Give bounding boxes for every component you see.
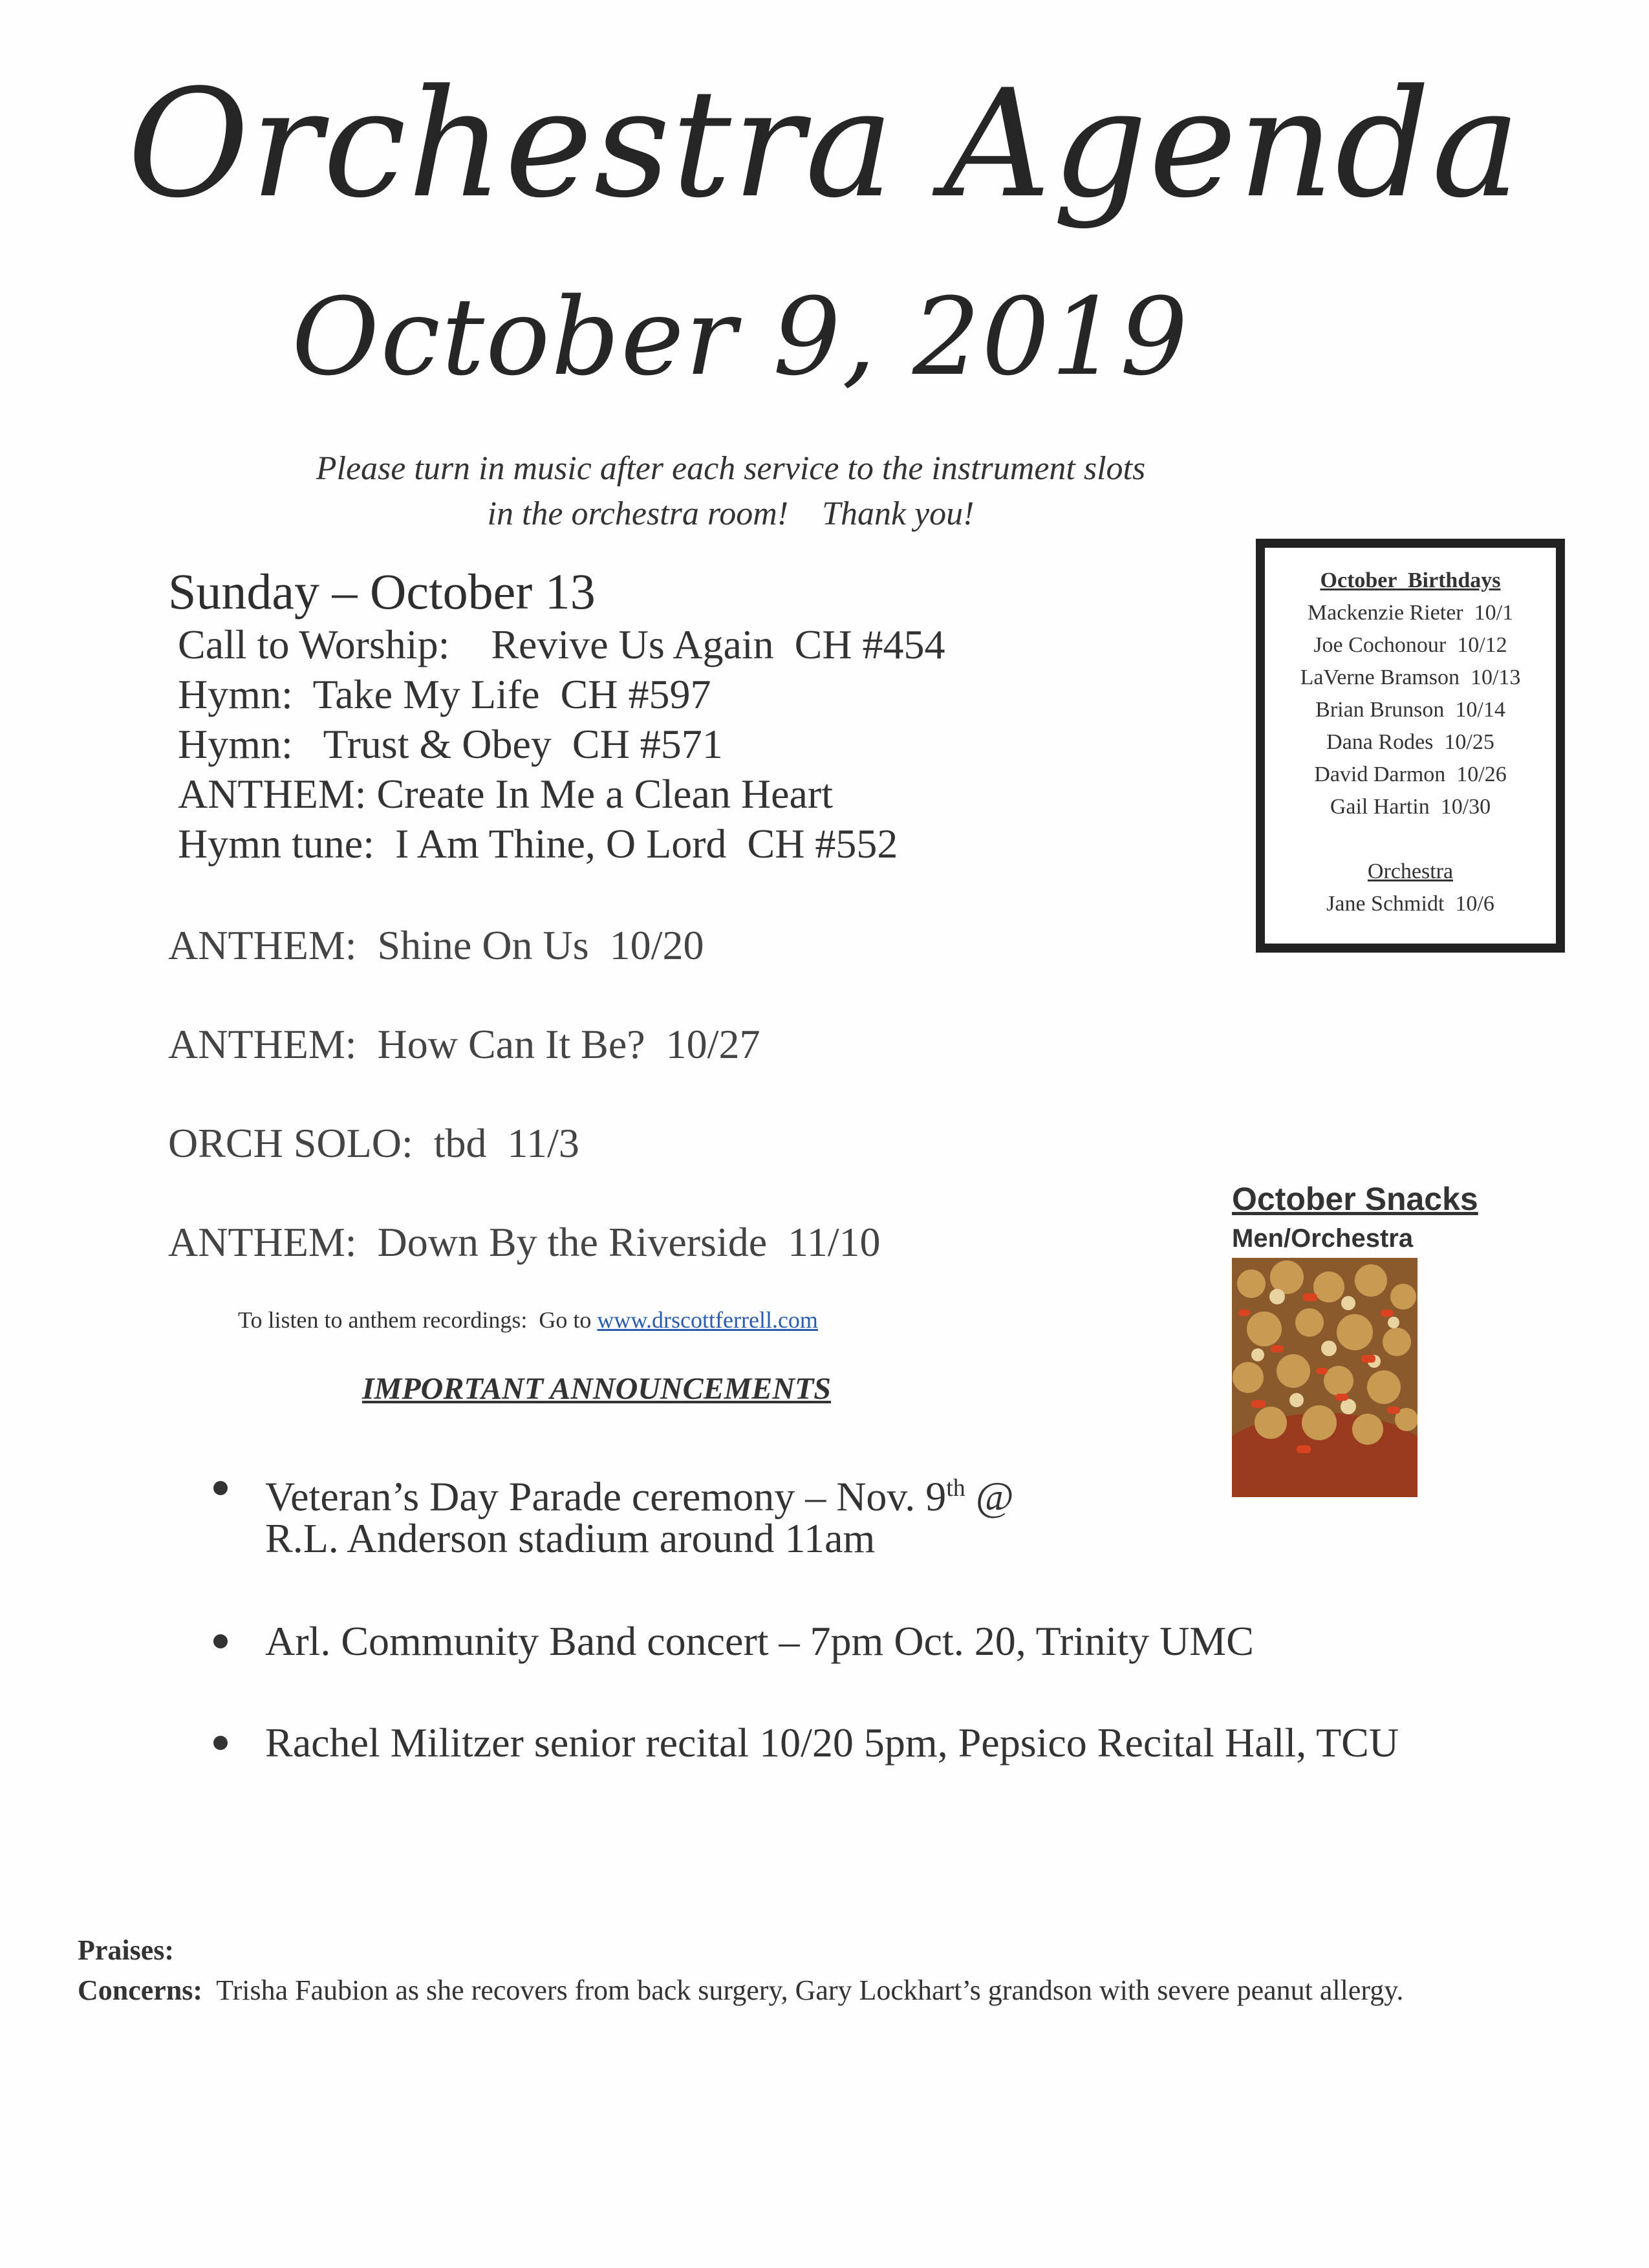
orchestra-birthdays-heading: Orchestra bbox=[1367, 859, 1454, 883]
concerns-label: Concerns: bbox=[78, 1974, 203, 2006]
announcement-text: Rachel Militzer senior recital 10/20 5pm, Pepsico Recital Hall, TCU bbox=[265, 1720, 1399, 1766]
snack-photo bbox=[1232, 1258, 1417, 1497]
bullet-icon bbox=[213, 1736, 228, 1750]
birthday-entry: David Darmon 10/26 bbox=[1314, 762, 1507, 786]
snacks-subtitle: Men/Orchestra bbox=[1232, 1224, 1414, 1253]
agenda-date: October 9, 2019 bbox=[292, 275, 1189, 399]
instructions-line-1: Please turn in music after each service to the instrument slots bbox=[316, 450, 1146, 487]
concerns bbox=[78, 1971, 1539, 2010]
bullet-icon bbox=[213, 1481, 228, 1495]
service-item: Hymn: Take My Life CH #597 bbox=[178, 671, 711, 717]
service-item: ANTHEM: Create In Me a Clean Heart bbox=[178, 771, 833, 817]
bullet-icon bbox=[213, 1634, 228, 1648]
snacks-title: October Snacks bbox=[1232, 1181, 1478, 1217]
upcoming-item: ANTHEM: Shine On Us 10/20 bbox=[168, 922, 704, 968]
birthday-entry: LaVerne Bramson 10/13 bbox=[1300, 665, 1521, 689]
concerns-text: Trisha Faubion as she recovers from back surgery, Gary Lockhart’s grandson with severe peanut allergy. bbox=[202, 1974, 1404, 2006]
praises-label: Praises: bbox=[78, 1934, 175, 1966]
birthday-entry: Dana Rodes 10/25 bbox=[1326, 730, 1494, 754]
service-item: Hymn tune: I Am Thine, O Lord CH #552 bbox=[178, 821, 898, 867]
birthdays-heading: October Birthdays bbox=[1320, 568, 1501, 592]
announcement-text: Veteran’s Day Parade ceremony – Nov. 9th @ bbox=[265, 1473, 1014, 1520]
announcements-heading: IMPORTANT ANNOUNCEMENTS bbox=[362, 1372, 831, 1406]
announcement-text: Arl. Community Band concert – 7pm Oct. 20, Trinity UMC bbox=[265, 1618, 1254, 1664]
listen-text: To listen to anthem recordings: Go to bbox=[238, 1307, 598, 1333]
birthdays-box bbox=[1256, 539, 1565, 953]
birthday-entry: Gail Hartin 10/30 bbox=[1330, 795, 1491, 819]
recordings-link[interactable]: www.drscottferrell.com bbox=[597, 1307, 818, 1333]
upcoming-item: ORCH SOLO: tbd 11/3 bbox=[168, 1120, 579, 1166]
service-item: Hymn: Trust & Obey CH #571 bbox=[178, 721, 723, 767]
birthday-entry: Jane Schmidt 10/6 bbox=[1326, 892, 1494, 916]
upcoming-item: ANTHEM: Down By the Riverside 11/10 bbox=[168, 1219, 881, 1265]
upcoming-item: ANTHEM: How Can It Be? 10/27 bbox=[168, 1021, 760, 1067]
service-item: Call to Worship: Revive Us Again CH #454 bbox=[178, 621, 945, 667]
announcement-text-line2: R.L. Anderson stadium around 11am bbox=[265, 1515, 876, 1561]
sunday-heading: Sunday – October 13 bbox=[168, 563, 596, 620]
listen-note bbox=[238, 1306, 818, 1334]
birthday-entry: Joe Cochonour 10/12 bbox=[1313, 633, 1507, 657]
birthday-entry: Brian Brunson 10/14 bbox=[1315, 698, 1505, 722]
instructions bbox=[246, 446, 1216, 537]
birthday-entry: Mackenzie Rieter 10/1 bbox=[1307, 601, 1514, 625]
instructions-line-2: in the orchestra room! Thank you! bbox=[487, 495, 975, 532]
page-title: Orchestra Agenda bbox=[127, 58, 1522, 231]
